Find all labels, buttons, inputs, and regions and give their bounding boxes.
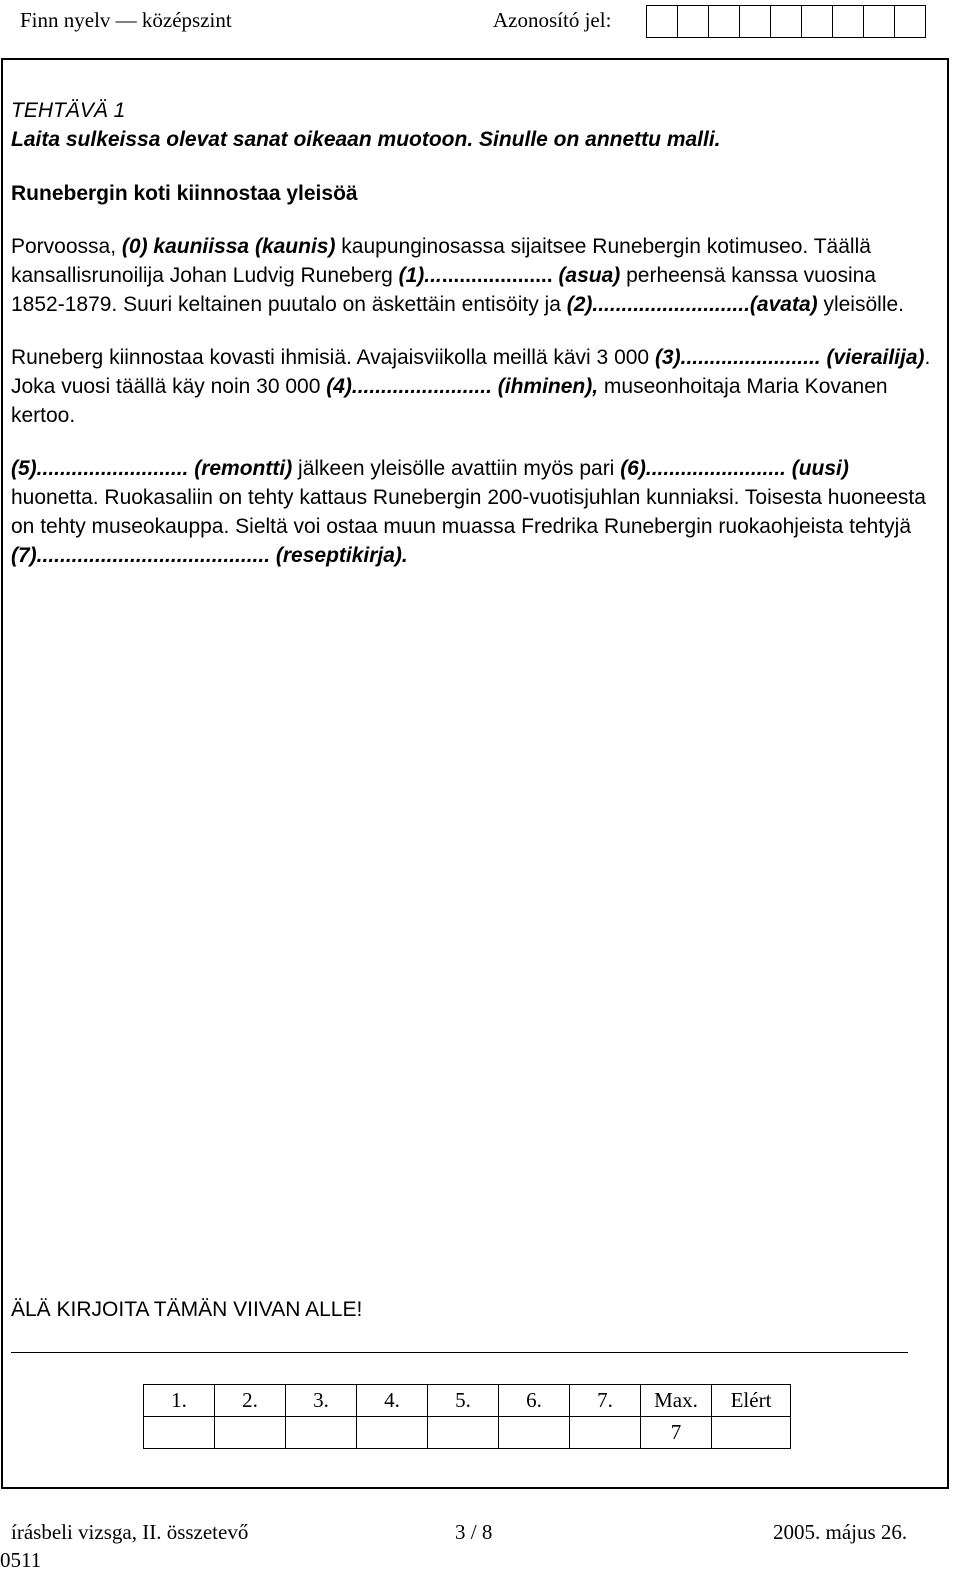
header-subject: Finn nyelv — középszint	[20, 8, 232, 32]
score-cell[interactable]	[215, 1417, 286, 1449]
header-id-label: Azonosító jel:	[493, 8, 612, 32]
id-box[interactable]	[832, 5, 863, 38]
score-header-1: 1.	[144, 1385, 215, 1417]
footer-date: 2005. május 26.	[773, 1520, 908, 1544]
footer-code: 0511	[0, 1548, 42, 1572]
score-max-value: 7	[641, 1417, 712, 1449]
score-header-2: 2.	[215, 1385, 286, 1417]
score-cell[interactable]	[144, 1417, 215, 1449]
score-header-6: 6.	[499, 1385, 570, 1417]
score-cell[interactable]	[570, 1417, 641, 1449]
score-header-4: 4.	[357, 1385, 428, 1417]
id-box[interactable]	[801, 5, 832, 38]
score-cell[interactable]	[286, 1417, 357, 1449]
footer-page-number: 3 / 8	[455, 1520, 493, 1544]
score-header-max: Max.	[641, 1385, 712, 1417]
task-section	[11, 96, 931, 570]
score-elert-cell[interactable]	[712, 1417, 791, 1449]
id-box[interactable]	[708, 5, 739, 38]
id-box[interactable]	[894, 5, 926, 38]
score-table	[143, 1384, 791, 1449]
score-header-7: 7.	[570, 1385, 641, 1417]
score-header-3: 3.	[286, 1385, 357, 1417]
id-box[interactable]	[646, 5, 677, 38]
id-box[interactable]	[863, 5, 894, 38]
paragraph-2: Runeberg kiinnostaa kovasti ihmisiä. Avajaisviikolla meillä kävi 3 000 (3)........................ (vierailija). Joka vuosi täällä käy noin 30 000 (4)........................ (ihminen), museonhoitaja Maria Kovanen kertoo.	[11, 346, 931, 427]
score-header-5: 5.	[428, 1385, 499, 1417]
score-cell[interactable]	[357, 1417, 428, 1449]
score-cell[interactable]	[499, 1417, 570, 1449]
score-value-row	[144, 1417, 791, 1449]
task-title: TEHTÄVÄ 1	[11, 99, 126, 122]
score-cell[interactable]	[428, 1417, 499, 1449]
divider-line	[11, 1352, 908, 1353]
id-box[interactable]	[677, 5, 708, 38]
paragraph-3: (5).......................... (remontti) jälkeen yleisölle avattiin myös pari (6)........................ (uusi) huonetta. Ruokasaliin on tehty kattaus Runebergin 200-vuotisjuhlan kunniaksi. Toisesta huoneesta on tehty museokauppa. Sieltä voi ostaa muun muassa Fredrika Runebergin ruokaohjeista tehtyjä (7)........................................ (reseptikirja).	[11, 457, 926, 567]
do-not-write-warning: ÄLÄ KIRJOITA TÄMÄN VIIVAN ALLE!	[11, 1298, 363, 1321]
score-header-row	[144, 1385, 791, 1417]
paragraph-1: Porvoossa, (0) kauniissa (kaunis) kaupunginosassa sijaitsee Runebergin kotimuseo. Täällä kansallisrunoilija Johan Ludvig Runeberg (1)...................... (asua) perheensä kanssa vuosina 1852-1879. Suuri keltainen puutalo on äskettäin entisöity ja (2)...........................(avata) yleisölle.	[11, 235, 904, 316]
footer-exam-label: írásbeli vizsga, II. összetevő	[11, 1520, 249, 1544]
task-instruction: Laita sulkeissa olevat sanat oikeaan muotoon. Sinulle on annettu malli.	[11, 128, 721, 151]
id-box[interactable]	[739, 5, 770, 38]
score-header-elert: Elért	[712, 1385, 791, 1417]
id-box[interactable]	[770, 5, 801, 38]
id-boxes	[646, 5, 926, 38]
article-title: Runebergin koti kiinnostaa yleisöä	[11, 182, 358, 205]
